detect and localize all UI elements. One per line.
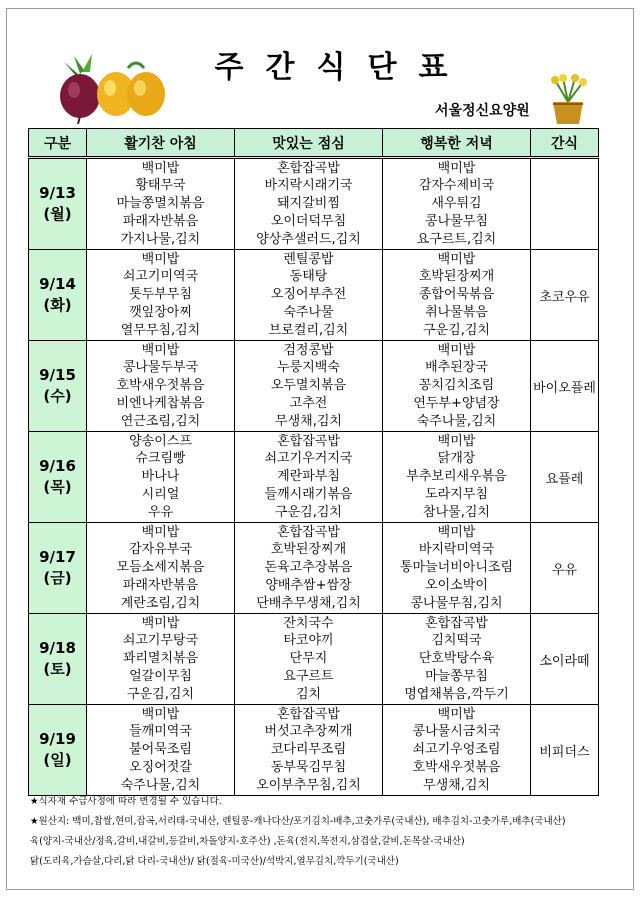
menu-item: 혼합잡곡밥: [277, 160, 340, 176]
snack-cell: 소이라떼: [531, 614, 599, 705]
menu-item: 양배추쌈+쌈장: [265, 577, 352, 593]
menu-item: 계란조림,김치: [120, 595, 201, 611]
snack-cell: 우유: [531, 523, 599, 614]
menu-item: 구운김,김치: [127, 686, 194, 702]
menu-item: 타코야끼: [283, 633, 334, 649]
dinner-cell: [383, 523, 531, 614]
menu-item: 코다리무조림: [270, 742, 347, 758]
menu-item: 바나나: [141, 469, 180, 485]
organization-name: 서울정신요양원: [435, 103, 530, 119]
menu-item: 부추보리새우볶음: [406, 469, 507, 485]
weekday-label: (금): [43, 569, 72, 587]
menu-item: 숙주나물,김치: [120, 777, 201, 793]
menu-item: 쇠고기무탕국: [122, 633, 199, 649]
date-label: 9/15: [39, 366, 76, 384]
menu-item: 깻잎장아찌: [129, 304, 192, 320]
column-header: 행복한 저녁: [383, 129, 531, 158]
menu-item: 슈크림빵: [135, 451, 186, 467]
menu-item: 연근조림,김치: [120, 413, 201, 429]
weekly-menu-table: [28, 128, 599, 796]
menu-item: 호박된장찌개: [270, 542, 347, 558]
day-cell: [29, 523, 87, 614]
breakfast-cell: [87, 432, 235, 523]
day-cell: [29, 614, 87, 705]
weekday-label: (월): [43, 205, 72, 223]
menu-item: 감자수제비국: [418, 178, 495, 194]
menu-item: 오징어부추전: [270, 287, 347, 303]
menu-item: 감자유부국: [129, 542, 192, 558]
menu-item: 호박새우젓볶음: [412, 759, 501, 775]
breakfast-cell: [87, 705, 235, 796]
menu-item: 백미밥: [437, 342, 476, 358]
menu-item: 무생채,김치: [423, 777, 490, 793]
menu-item: 얼갈이무침: [129, 668, 192, 684]
weekday-label: (토): [43, 660, 72, 678]
menu-item: 숙주나물,김치: [416, 413, 497, 429]
day-cell: [29, 250, 87, 341]
menu-item: 불어묵조림: [129, 742, 192, 758]
menu-item: 오이더덕무침: [270, 213, 347, 229]
menu-item: 요구르트: [283, 668, 334, 684]
menu-item: 백미밥: [141, 615, 180, 631]
menu-item: 콩나물무침,김치: [410, 595, 503, 611]
lunch-cell: [235, 523, 383, 614]
menu-item: 호박된장찌개: [418, 269, 495, 285]
menu-row: [29, 523, 599, 614]
menu-item: 들깨미역국: [129, 724, 192, 740]
menu-item: 백미밥: [141, 524, 180, 540]
lunch-cell: [235, 614, 383, 705]
table-header-row: [29, 129, 599, 158]
menu-item: 마늘쫑멸치볶음: [116, 196, 205, 212]
menu-item: 계란파부침: [277, 469, 340, 485]
snack-cell: 비피더스: [531, 705, 599, 796]
day-cell: [29, 705, 87, 796]
dinner-cell: [383, 705, 531, 796]
menu-item: 단배추무생채,김치: [256, 595, 361, 611]
menu-item: 양송이스프: [129, 433, 192, 449]
menu-item: 취나물볶음: [425, 304, 488, 320]
breakfast-cell: [87, 158, 235, 250]
menu-item: 백미밥: [141, 342, 180, 358]
menu-item: 비엔나케찹볶음: [116, 395, 205, 411]
menu-item: 백미밥: [141, 706, 180, 722]
menu-item: 양상추샐러드,김치: [256, 231, 361, 247]
menu-item: 쇠고기미역국: [122, 269, 199, 285]
menu-item: 호박새우젓볶음: [116, 378, 205, 394]
column-header: 활기찬 아침: [87, 129, 235, 158]
menu-item: 혼합잡곡밥: [277, 433, 340, 449]
menu-item: 백미밥: [437, 706, 476, 722]
menu-row: [29, 614, 599, 705]
note-line: ★원산지: 백미,찹쌀,현미,잡곡,서리태-국내산, 렌틸콩-캐나다산/포기김치-배추,고춧가루(국내산), 배추김치-고춧가루,배추(국내산): [30, 816, 566, 827]
dinner-cell: [383, 158, 531, 250]
note-line: ★식자재 수급사정에 따라 변경될 수 있습니다.: [30, 796, 222, 807]
menu-item: 마늘쫑무침: [425, 668, 488, 684]
snack-cell: 초코우유: [531, 250, 599, 341]
menu-item: 김치떡국: [431, 633, 482, 649]
menu-item: 백미밥: [437, 433, 476, 449]
menu-item: 종합어묵볶음: [418, 287, 495, 303]
date-label: 9/14: [39, 275, 76, 293]
breakfast-cell: [87, 523, 235, 614]
menu-item: 혼합잡곡밥: [277, 524, 340, 540]
menu-item: 오두멸치볶음: [270, 378, 347, 394]
menu-item: 통마늘너비아니조림: [399, 560, 514, 576]
column-header: 간식: [531, 129, 599, 158]
menu-item: 구운김,김치: [423, 322, 490, 338]
day-cell: [29, 432, 87, 523]
menu-item: 새우튀김: [431, 196, 482, 212]
date-label: 9/18: [39, 639, 76, 657]
snack-cell: 요플레: [531, 432, 599, 523]
lunch-cell: [235, 158, 383, 250]
menu-item: 콩나물두부국: [122, 360, 199, 376]
menu-item: 돈육고추장볶음: [264, 560, 353, 576]
menu-item: 쇠고기우거지국: [264, 451, 353, 467]
flower-pot-illustration: [545, 74, 591, 126]
menu-item: 렌틸콩밥: [283, 251, 334, 267]
lunch-cell: [235, 705, 383, 796]
column-header: 맛있는 점심: [235, 129, 383, 158]
menu-item: 참나물,김치: [423, 504, 490, 520]
menu-row: [29, 158, 599, 250]
snack-cell: 바이오플레: [531, 341, 599, 432]
day-cell: [29, 158, 87, 250]
menu-item: 백미밥: [141, 251, 180, 267]
menu-item: 황태무국: [135, 178, 186, 194]
menu-item: 모듬소세지볶음: [116, 560, 205, 576]
lunch-cell: [235, 250, 383, 341]
menu-item: 버섯고추장찌개: [264, 724, 353, 740]
weekday-label: (화): [43, 296, 72, 314]
menu-item: 콩나물무침: [425, 213, 488, 229]
menu-row: [29, 432, 599, 523]
weekday-label: (목): [43, 478, 72, 496]
note-line: 육(양지-국내산/정육,갈비,내갈비,등갈비,차돌양지-호주산) ,돈육(전지,목전지,삼겹살,갈비,돈목살-국내산): [30, 836, 465, 847]
dinner-cell: [383, 250, 531, 341]
menu-item: 배추된장국: [425, 360, 488, 376]
menu-item: 혼합잡곡밥: [277, 706, 340, 722]
menu-item: 고추전: [289, 395, 328, 411]
menu-item: 꽈리멸치볶음: [122, 651, 199, 667]
breakfast-cell: [87, 614, 235, 705]
menu-row: [29, 250, 599, 341]
menu-item: 연두부+양념장: [413, 395, 500, 411]
lunch-cell: [235, 432, 383, 523]
menu-item: 잔치국수: [283, 615, 334, 631]
dinner-cell: [383, 614, 531, 705]
menu-item: 열무무침,김치: [120, 322, 201, 338]
date-label: 9/17: [39, 548, 76, 566]
menu-item: 닭개장: [437, 451, 476, 467]
dinner-cell: [383, 432, 531, 523]
menu-item: 파래자반볶음: [122, 213, 199, 229]
lunch-cell: [235, 341, 383, 432]
menu-item: 김치: [295, 686, 322, 702]
menu-item: 백미밥: [437, 251, 476, 267]
menu-item: 오징어젓갈: [129, 759, 192, 775]
menu-item: 파래자반볶음: [122, 577, 199, 593]
menu-item: 브로컬리,김치: [268, 322, 349, 338]
menu-item: 톳두부무침: [129, 287, 192, 303]
page-title: 주간식단표: [214, 50, 470, 85]
menu-item: 오이부추무침,김치: [256, 777, 361, 793]
date-label: 9/13: [39, 184, 76, 202]
menu-item: 오이소박이: [425, 577, 488, 593]
menu-item: 요구르트,김치: [416, 231, 497, 247]
menu-item: 들깨시래기볶음: [264, 486, 353, 502]
menu-row: [29, 341, 599, 432]
note-line: 닭(도리육,가슴살,다리,닭 다리-국내산)/ 닭(절육-미국산)/석박지,열무김치,깍두기(국내산): [30, 856, 399, 867]
menu-item: 바지락미역국: [418, 542, 495, 558]
weekday-label: (일): [43, 751, 72, 769]
menu-item: 동부묵김무침: [270, 759, 347, 775]
column-header: 구분: [29, 129, 87, 158]
menu-item: 시리얼: [141, 486, 180, 502]
dinner-cell: [383, 341, 531, 432]
day-cell: [29, 341, 87, 432]
weekday-label: (수): [43, 387, 72, 405]
menu-item: 명엽채볶음,깍두기: [404, 686, 509, 702]
menu-item: 단호박탕수육: [418, 651, 495, 667]
breakfast-cell: [87, 250, 235, 341]
menu-item: 콩나물시금치국: [412, 724, 501, 740]
notes: [30, 792, 610, 872]
snack-cell: [531, 158, 599, 250]
menu-item: 혼합잡곡밥: [425, 615, 488, 631]
menu-item: 백미밥: [141, 160, 180, 176]
breakfast-cell: [87, 341, 235, 432]
menu-item: 우유: [147, 504, 174, 520]
date-label: 9/19: [39, 730, 76, 748]
menu-item: 쇠고기우엉조림: [412, 742, 501, 758]
menu-item: 누룽지백숙: [277, 360, 340, 376]
menu-item: 검정콩밥: [283, 342, 334, 358]
menu-item: 도라지무침: [425, 486, 488, 502]
date-label: 9/16: [39, 457, 76, 475]
menu-item: 동태탕: [289, 269, 328, 285]
menu-item: 돼지갈비찜: [277, 196, 340, 212]
menu-item: 구운김,김치: [275, 504, 342, 520]
menu-item: 바지락시래기국: [264, 178, 353, 194]
menu-item: 단무지: [289, 651, 328, 667]
menu-item: 무생채,김치: [275, 413, 342, 429]
menu-item: 백미밥: [437, 160, 476, 176]
menu-item: 가지나물,김치: [120, 231, 201, 247]
menu-item: 백미밥: [437, 524, 476, 540]
menu-row: [29, 705, 599, 796]
menu-item: 꽁치김치조림: [418, 378, 495, 394]
menu-item: 숙주나물: [283, 304, 334, 320]
